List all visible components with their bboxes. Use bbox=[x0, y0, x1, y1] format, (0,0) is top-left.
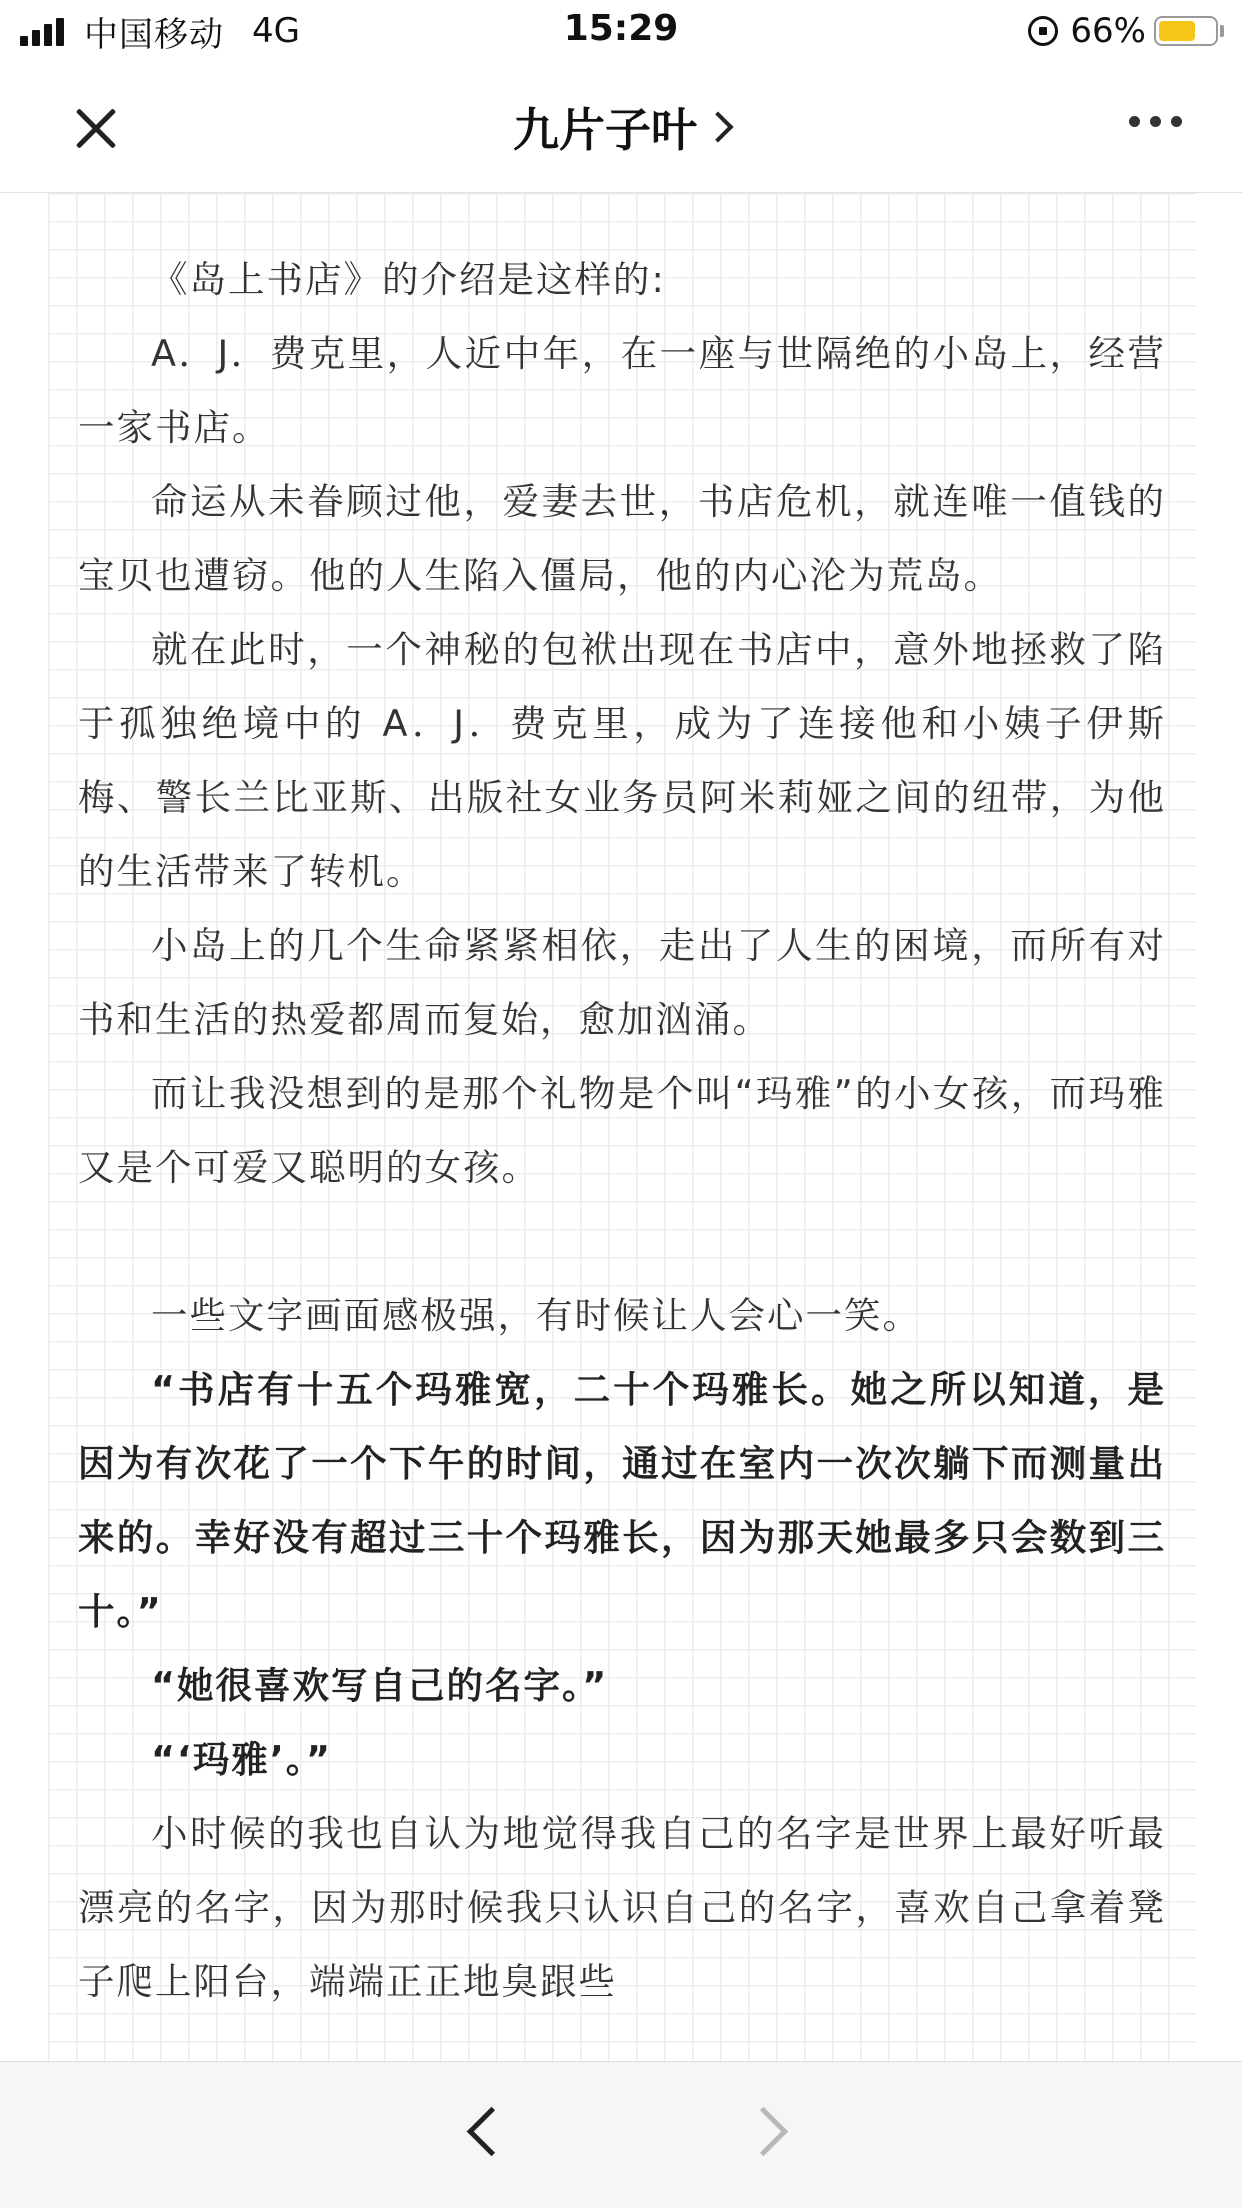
carrier-label: 中国移动 bbox=[84, 14, 224, 55]
article-paragraph: 《岛上书店》的介绍是这样的: bbox=[151, 258, 666, 301]
battery-icon bbox=[1154, 16, 1218, 46]
back-icon[interactable] bbox=[452, 2102, 512, 2162]
quote-paragraph: “‘玛雅’。” bbox=[151, 1738, 332, 1781]
network-label: 4G bbox=[252, 11, 300, 51]
paragraph-spacer bbox=[78, 1205, 1166, 1279]
article-paragraph: A．J．费克里，人近中年，在一座与世隔绝的小岛上，经营一家书店。 bbox=[78, 332, 1166, 449]
forward-icon[interactable] bbox=[740, 2102, 800, 2162]
article-body[interactable] bbox=[48, 193, 1196, 2061]
bottom-toolbar bbox=[0, 2061, 1242, 2208]
battery-fill bbox=[1159, 21, 1195, 41]
page-title: 九片子叶 bbox=[513, 103, 697, 157]
battery-percent: 66% bbox=[1070, 11, 1146, 51]
status-time: 15:29 bbox=[563, 8, 679, 49]
status-bar bbox=[0, 0, 1242, 62]
quote-paragraph: “书店有十五个玛雅宽，二十个玛雅长。她之所以知道，是因为有次花了一个下午的时间，通过在室内一次次躺下而测量出来的。幸好没有超过三十个玛雅长，因为那天她最多只会数到三十。” bbox=[78, 1368, 1166, 1633]
status-right bbox=[1028, 8, 1224, 54]
article-paragraph: 命运从未眷顾过他，爱妻去世，书店危机，就连唯一值钱的宝贝也遭窃。他的人生陷入僵局，他的内心沦为荒岛。 bbox=[78, 480, 1166, 597]
nav-header bbox=[0, 62, 1242, 193]
account-title-link[interactable] bbox=[513, 94, 729, 160]
title-area bbox=[0, 94, 1242, 160]
article-paragraph: 而让我没想到的是那个礼物是个叫“玛雅”的小女孩，而玛雅又是个可爱又聪明的女孩。 bbox=[78, 1072, 1166, 1189]
quote-paragraph: “她很喜欢写自己的名字。” bbox=[151, 1664, 609, 1707]
article-paragraph: 就在此时，一个神秘的包袱出现在书店中，意外地拯救了陷于孤独绝境中的 A．J．费克里，成为了连接他和小姨子伊斯梅、警长兰比亚斯、出版社女业务员阿米莉娅之间的纽带，为他的生活带来了转机。 bbox=[78, 628, 1166, 893]
article-paragraph: 小时候的我也自认为地觉得我自己的名字是世界上最好听最漂亮的名字，因为那时候我只认识自己的名字，喜欢自己拿着凳子爬上阳台，端端正正地臭跟些 bbox=[78, 1812, 1166, 2003]
battery-tip bbox=[1220, 25, 1224, 37]
article-paragraph: 小岛上的几个生命紧紧相依，走出了人生的困境，而所有对书和生活的热爱都周而复始，愈加汹涌。 bbox=[78, 924, 1166, 1041]
rotation-lock-icon bbox=[1028, 16, 1058, 46]
chevron-right-icon bbox=[702, 111, 733, 142]
article-content bbox=[48, 193, 1196, 2019]
more-icon[interactable] bbox=[1119, 116, 1182, 127]
article-paragraph: 一些文字画面感极强，有时候让人会心一笑。 bbox=[151, 1294, 921, 1337]
